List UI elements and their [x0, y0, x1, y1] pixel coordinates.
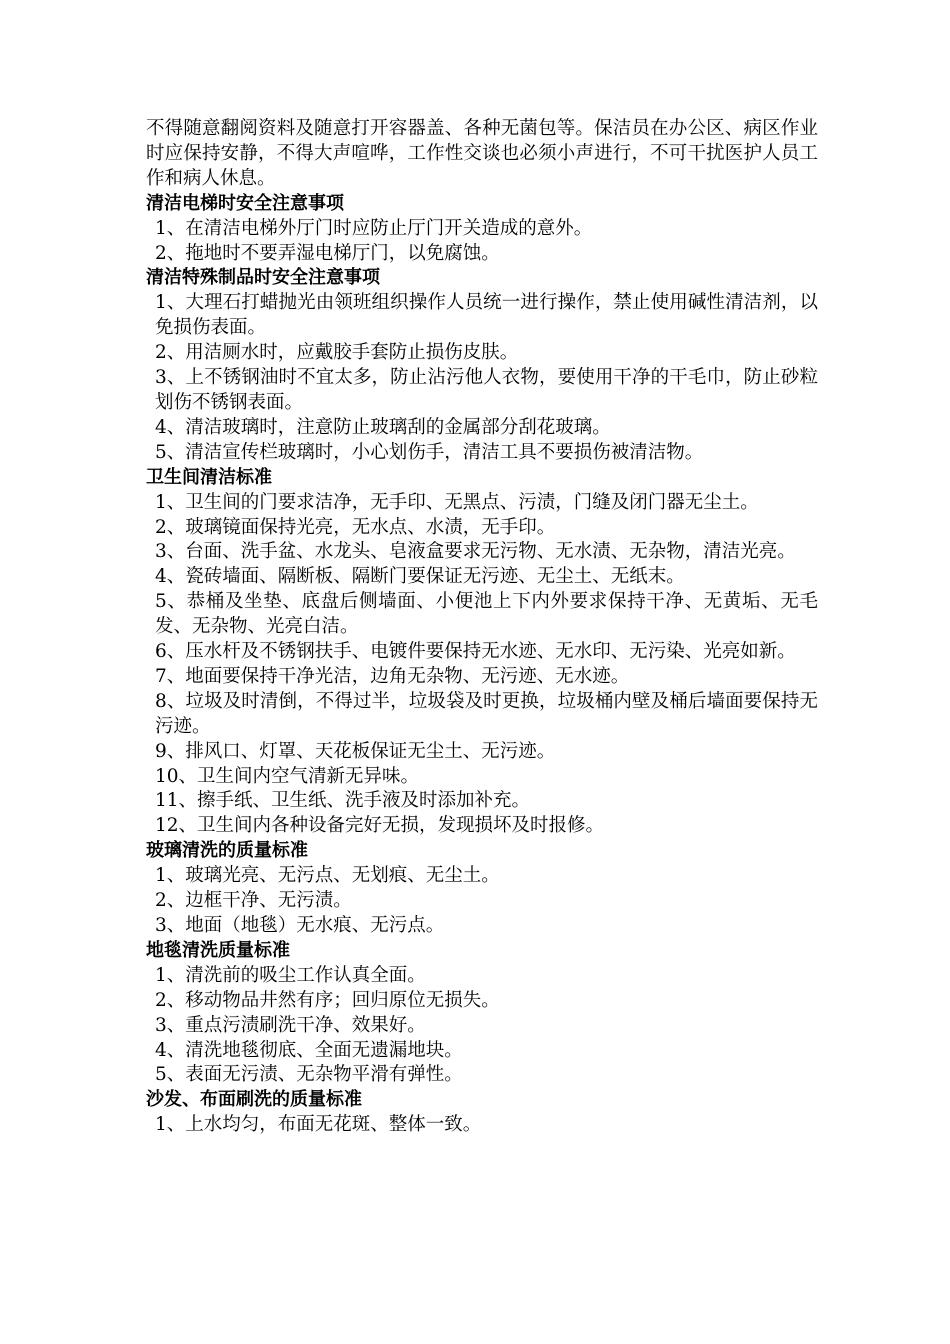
list-item: 4、瓷砖墙面、隔断板、隔断门要保证无污迹、无尘土、无纸末。 — [155, 566, 685, 588]
list-item: 10、卫生间内空气清新无异味。 — [155, 765, 420, 787]
section-heading: 清洁电梯时安全注意事项 — [146, 192, 344, 214]
list-item: 5、恭桶及坐垫、底盘后侧墙面、小便池上下内外要求保持干净、无黄垢、无毛发、无杂物、光亮白洁。 — [155, 591, 818, 638]
list-item: 9、排风口、灯罩、天花板保证无尘土、无污迹。 — [155, 740, 556, 762]
list-item: 6、压水杆及不锈钢扶手、电镀件要保持无水迹、无水印、无污染、光亮如新。 — [155, 641, 796, 663]
list-item: 2、移动物品井然有序；回归原位无损失。 — [155, 989, 500, 1011]
section-heading: 玻璃清洗的质量标准 — [146, 840, 308, 862]
section-heading: 地毯清洗质量标准 — [146, 939, 290, 961]
list-item: 1、上水均匀，布面无花斑、整体一致。 — [155, 1114, 482, 1136]
list-item: 5、表面无污渍、无杂物平滑有弹性。 — [155, 1064, 463, 1086]
list-item: 2、用洁厕水时，应戴胶手套防止损伤皮肤。 — [155, 342, 519, 364]
list-item: 3、台面、洗手盆、水龙头、皂液盒要求无污物、无水渍、无杂物，清洁光亮。 — [155, 541, 796, 563]
list-item: 12、卫生间内各种设备完好无损，发现损坏及时报修。 — [155, 815, 605, 837]
list-item: 2、边框干净、无污渍。 — [155, 890, 352, 912]
section-heading: 清洁特殊制品时安全注意事项 — [146, 267, 380, 289]
section-heading: 沙发、布面刷洗的质量标准 — [146, 1089, 362, 1111]
list-item: 1、大理石打蜡抛光由领班组织操作人员统一进行操作，禁止使用碱性清洁剂，以免损伤表面。 — [155, 292, 818, 339]
list-item: 4、清洁玻璃时，注意防止玻璃刮的金属部分刮花玻璃。 — [155, 416, 611, 438]
list-item: 1、在清洁电梯外厅门时应防止厅门开关造成的意外。 — [155, 217, 593, 239]
list-item: 11、擦手纸、卫生纸、洗手液及时添加补充。 — [155, 790, 531, 812]
list-item: 3、地面（地毯）无水痕、无污点。 — [155, 915, 445, 936]
list-item: 8、垃圾及时清倒，不得过半，垃圾袋及时更换，垃圾桶内壁及桶后墙面要保持无污迹。 — [155, 690, 818, 737]
intro-paragraph: 不得随意翻阅资料及随意打开容器盖、各种无菌包等。保洁员在办公区、病区作业时应保持安静，不得大声喧哗，工作性交谈也必须小声进行，不可干扰医护人员工作和病人休息。 — [146, 118, 818, 189]
list-item: 1、玻璃光亮、无污点、无划痕、无尘土。 — [155, 865, 500, 887]
list-item: 4、清洗地毯彻底、全面无遗漏地块。 — [155, 1039, 463, 1061]
list-item: 1、卫生间的门要求洁净，无手印、无黑点、污渍，门缝及闭门器无尘土。 — [155, 491, 759, 513]
list-item: 7、地面要保持干净光洁，边角无杂物、无污迹、无水迹。 — [155, 665, 630, 687]
document-body — [146, 117, 818, 1138]
list-item: 1、清洗前的吸尘工作认真全面。 — [155, 964, 426, 986]
sections-container — [146, 192, 818, 1138]
list-item: 2、玻璃镜面保持光亮，无水点、水渍，无手印。 — [155, 516, 556, 538]
list-item: 3、上不锈钢油时不宜太多，防止沾污他人衣物，要使用干净的干毛巾，防止砂粒划伤不锈钢表面。 — [155, 367, 818, 413]
list-item: 2、拖地时不要弄湿电梯厅门，以免腐蚀。 — [155, 242, 500, 264]
section-heading: 卫生间清洁标准 — [146, 466, 272, 488]
list-item: 5、清洁宣传栏玻璃时，小心划伤手，清洁工具不要损伤被清洁物。 — [155, 441, 704, 463]
list-item: 3、重点污渍刷洗干净、效果好。 — [155, 1014, 426, 1036]
